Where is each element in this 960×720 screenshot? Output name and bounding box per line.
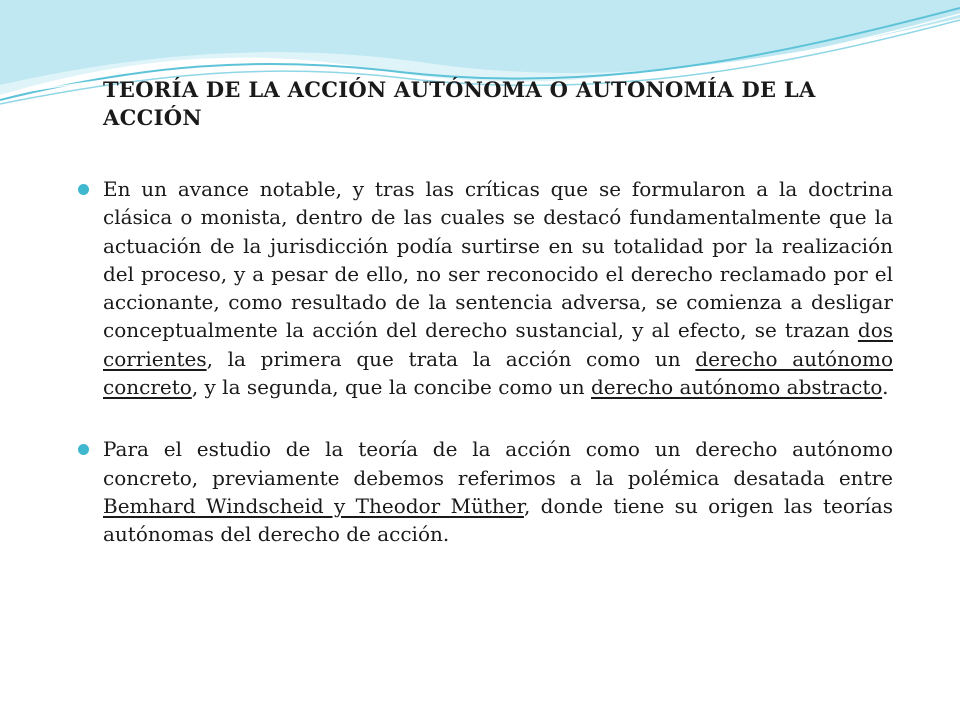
bullet-list: [78, 175, 893, 583]
bullet-item-2: [78, 435, 893, 548]
bullet-text: , y la segunda, que la concibe como un: [191, 375, 591, 400]
bullet-text: , donde tiene su origen las teorías autónomas del derecho de acción.: [103, 493, 894, 547]
underlined-term-dos-corrientes: dos corrientes: [103, 318, 893, 371]
bullet-text: .: [882, 375, 889, 400]
bullet-text: Para el estudio de la teoría de la acción como un derecho autónomo concreto, previamente debemos referimos a la polémica desatada entre: [103, 437, 893, 490]
bullet-dot-icon: [78, 444, 89, 455]
bullet-text: , la primera que trata la acción como un: [206, 346, 696, 371]
bullet-text: En un avance notable, y tras las críticas que se formularon a la doctrina clásica o monista, dentro de las cuales se destacó fundamentalmente que la actuación de la jurisdicción podía surtirse en su totalidad por la realización del proceso, y a pesar de ello, no ser reconocido el derecho reclamado por el accionante, como resultado de la sentencia adversa, se comienza a desligar conceptualmente la acción del derecho sustancial, y al efecto, se trazan: [103, 177, 893, 343]
underlined-term-derecho-autonomo-abstracto: derecho autónomo abstracto: [590, 375, 883, 400]
underlined-term-derecho-autonomo-concreto: derecho autónomo concreto: [103, 346, 893, 400]
slide-title: TEORÍA DE LA ACCIÓN AUTÓNOMA O AUTONOMÍA DE LA ACCIÓN: [103, 77, 816, 130]
underlined-term-windscheid-muther: Bemhard Windscheid y Theodor Müther: [103, 493, 524, 518]
bullet-item-1: [78, 175, 893, 401]
bullet-dot-icon: [78, 184, 89, 195]
